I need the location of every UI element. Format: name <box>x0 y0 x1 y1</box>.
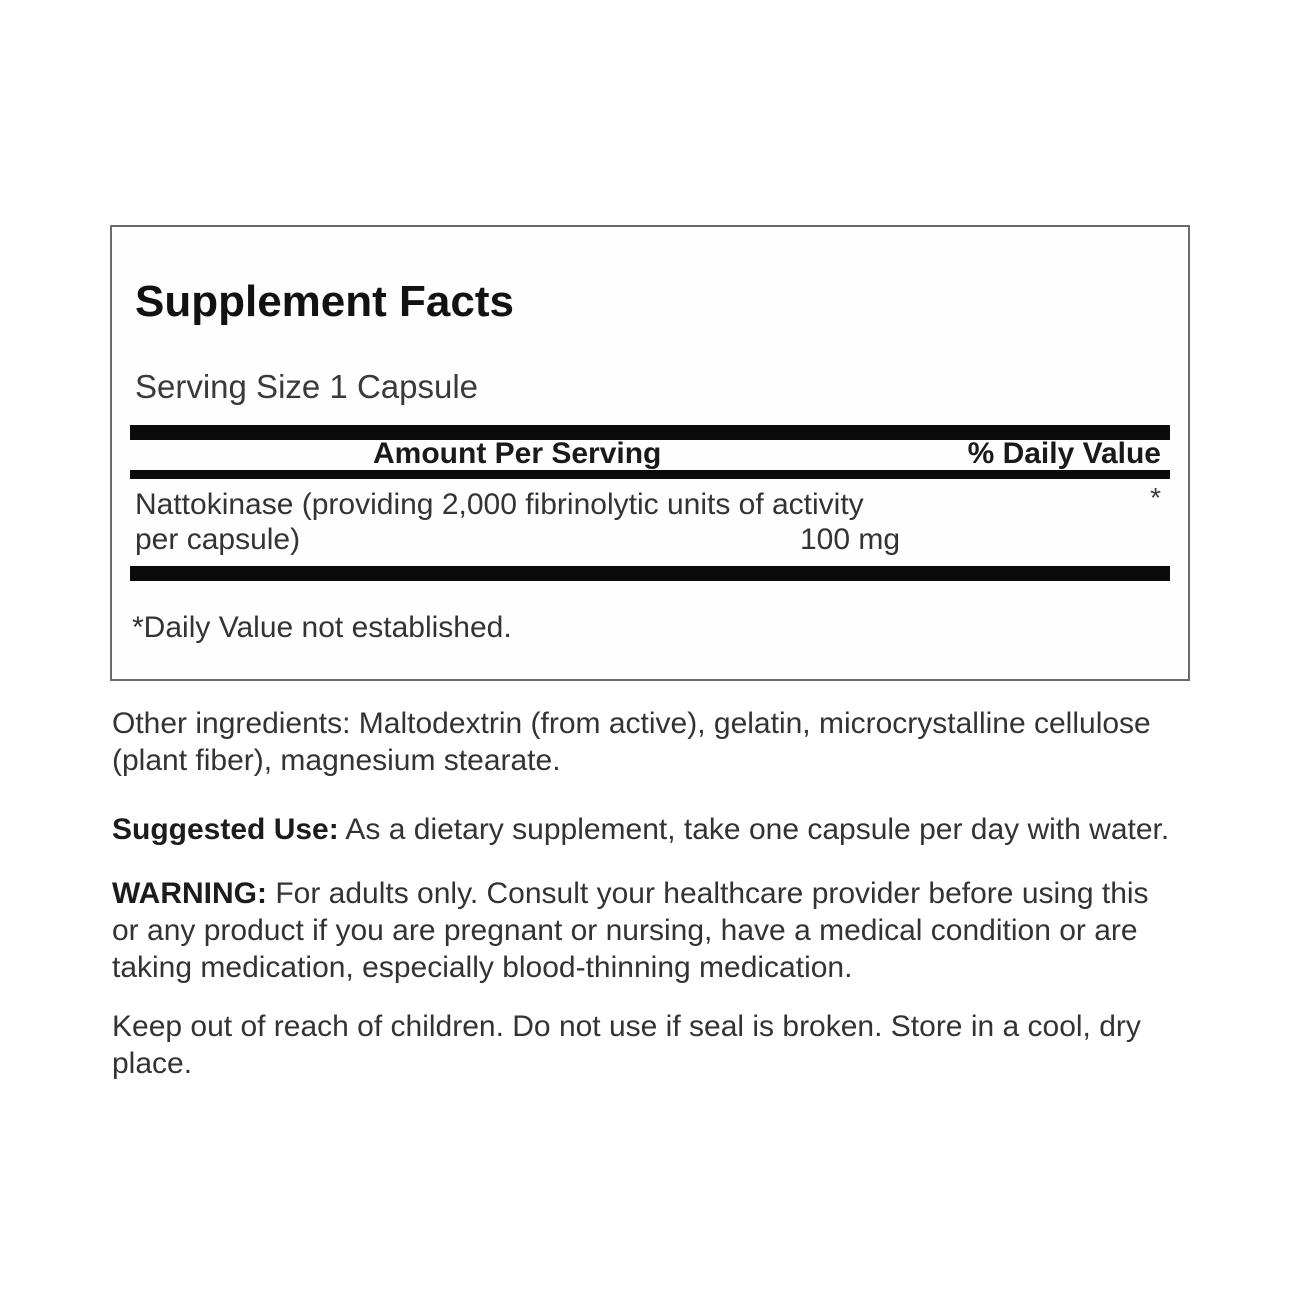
ingredient-amount: 100 mg <box>800 523 901 556</box>
suggested-use-label: Suggested Use: <box>112 813 339 846</box>
other-ingredients-paragraph: Other ingredients: Maltodextrin (from active), gelatin, microcrystalline cellulose (plant fiber), magnesium stearate. <box>112 707 1151 777</box>
daily-value-footnote: *Daily Value not established. <box>132 611 512 644</box>
suggested-use-text: As a dietary supplement, take one capsule per day with water. <box>338 813 1170 846</box>
amount-per-serving-header: Amount Per Serving <box>373 437 662 470</box>
warning-paragraph <box>112 875 1180 986</box>
facts-table-header <box>130 438 1170 470</box>
supplement-facts-title: Supplement Facts <box>135 277 514 326</box>
warning-text: For adults only. Consult your healthcare provider before using this or any product if you are pregnant or nursing, have a medical condition or are taking medication, especially blood-thinning medication. <box>112 877 1149 984</box>
supplement-facts-panel <box>110 225 1190 681</box>
daily-value-header: % Daily Value <box>967 437 1161 470</box>
serving-size-text: Serving Size 1 Capsule <box>135 368 479 405</box>
warning-label: WARNING: <box>112 877 267 910</box>
storage-paragraph: Keep out of reach of children. Do not use if seal is broken. Store in a cool, dry place. <box>112 1010 1141 1080</box>
ingredient-name: Nattokinase (providing 2,000 fibrinolytic units of activity per capsule) <box>135 488 864 556</box>
divider-thick-bottom <box>130 566 1170 581</box>
ingredient-daily-value: * <box>1150 482 1161 513</box>
suggested-use-paragraph <box>112 811 1180 848</box>
divider-thin <box>130 470 1170 479</box>
